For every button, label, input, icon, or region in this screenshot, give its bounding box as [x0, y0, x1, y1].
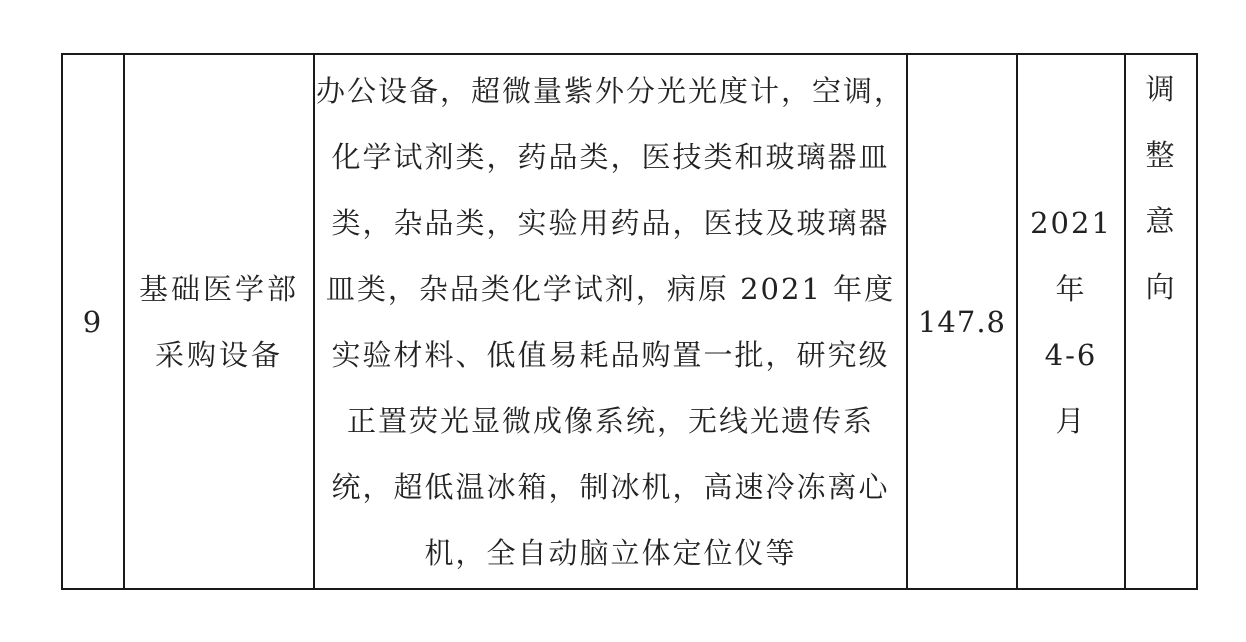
time-line: 4-6	[1044, 337, 1098, 372]
amount-cell	[907, 54, 1017, 589]
time-line: 年	[1055, 271, 1087, 306]
method-line: 调	[1145, 72, 1177, 106]
content-line: 正置荧光显微成像系统，无线光遗传系	[346, 403, 874, 438]
content-line: 类，杂品类，实验用药品，医技及玻璃器	[331, 205, 890, 240]
department-line: 基础医学部	[138, 271, 299, 306]
content-line: 化学试剂类，药品类，医技类和玻璃器皿	[331, 139, 890, 174]
row-index: 9	[82, 304, 104, 339]
department-line: 采购设备	[154, 337, 283, 372]
time-line: 2021	[1030, 205, 1112, 240]
time-cell	[1017, 54, 1125, 589]
method-line: 向	[1145, 270, 1177, 304]
content-cell	[314, 54, 907, 589]
content-line: 皿类，杂品类化学试剂，病原 2021 年度	[325, 271, 896, 306]
method-line: 整	[1145, 138, 1177, 172]
amount-value: 147.8	[917, 304, 1007, 339]
time-line: 月	[1055, 403, 1087, 438]
table-row	[62, 54, 1197, 589]
content-line: 办公设备，超微量紫外分光光度计，空调，	[315, 73, 905, 108]
method-line: 意	[1145, 204, 1177, 238]
method-cell	[1125, 54, 1197, 589]
content-line: 机，全自动脑立体定位仪等	[424, 535, 797, 570]
procurement-table	[61, 53, 1198, 590]
content-line: 统，超低温冰箱，制冰机，高速冷冻离心	[331, 469, 890, 504]
index-cell	[62, 54, 124, 589]
content-line: 实验材料、低值易耗品购置一批，研究级	[331, 337, 890, 372]
department-cell	[124, 54, 314, 589]
